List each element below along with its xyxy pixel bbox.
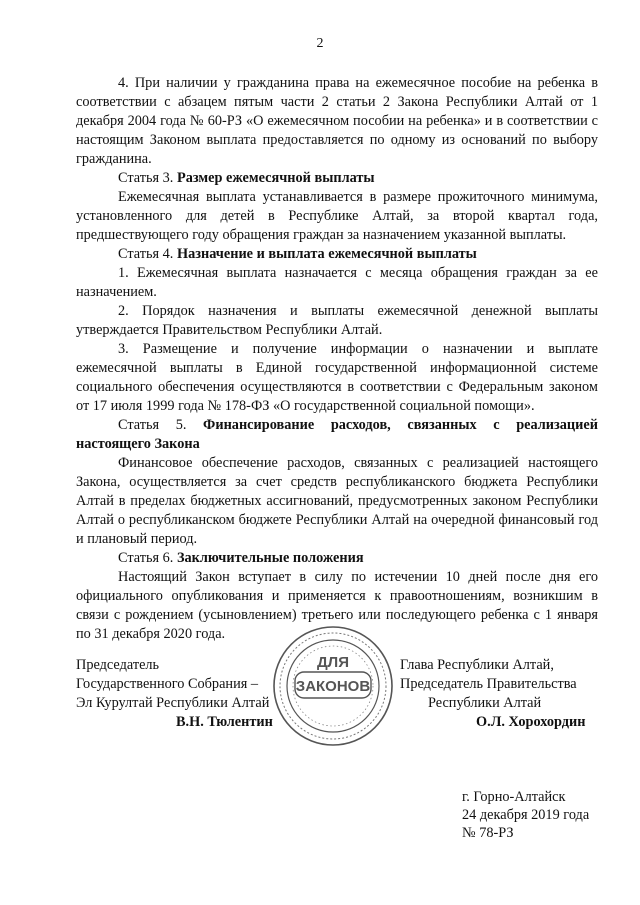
article-5-label: Статья 5. [118, 417, 204, 433]
footer-date: 24 декабря 2019 года [462, 807, 590, 823]
chairman-name: В.Н. Тюлентин [176, 714, 273, 730]
article-6-text: Настоящий Закон вступает в силу по истечении 10 дней после дня его официального опубликования и применяется к правоотношениям, возникшим в связи с рождением (усыновлением) третьего или последующего ребенка с 1 января по 31 декабря 2020 года. [76, 569, 598, 642]
head-name: О.Л. Хорохордин [476, 714, 586, 730]
footer-law-number: № 78-РЗ [462, 825, 514, 841]
article-3-text: Ежемесячная выплата устанавливается в размере прожиточного минимума, установленного для детей в Республике Алтай, за второй квартал года, предшествующего году обращения граждан за назначением указанной выплаты. [76, 189, 598, 243]
page-number: 2 [316, 36, 324, 51]
stamp-line-2: ЗАКОНОВ [295, 678, 371, 695]
head-title-line-2: Председатель Правительства [400, 676, 577, 692]
article-5-heading [76, 416, 598, 454]
chairman-title-line-3: Эл Курултай Республики Алтай [76, 695, 270, 711]
article-4-item-3: 3. Размещение и получение информации о назначении и выплате ежемесячной выплаты в Единой государственной информационной системе социального обеспечения осуществляются в соответствии с Федеральным законом от 17 июля 1999 года № 178-ФЗ «О государственной социальной помощи». [76, 341, 598, 414]
document-footer [462, 788, 589, 842]
footer-city: г. Горно-Алтайск [462, 789, 566, 805]
signature-block-chairman [76, 656, 316, 732]
article-4-title: Назначение и выплата ежемесячной выплаты [176, 246, 477, 262]
article-6-title: Заключительные положения [176, 550, 364, 566]
chairman-title-line-1: Председатель [76, 657, 160, 673]
article-3-label: Статья 3. [118, 170, 177, 186]
stamp-line-1: ДЛЯ [317, 654, 349, 671]
article-5-title: Финансирование расходов, связанных с реализацией настоящего Закона [76, 417, 598, 452]
head-title-line-1: Глава Республики Алтай, [400, 657, 554, 673]
article-4-heading [76, 245, 598, 264]
article-5-text: Финансовое обеспечение расходов, связанных с реализацией настоящего Закона, осуществляется за счет средств республиканского бюджета Республики Алтай в пределах бюджетных ассигнований, предусмотренных законом Республики Алтай о республиканском бюджете Республики Алтай на очередной финансовый год и плановый период. [76, 455, 598, 547]
document-body [76, 74, 598, 644]
head-title-line-3: Республики Алтай [428, 695, 542, 711]
paragraph-4: 4. При наличии у гражданина права на ежемесячное пособие на ребенка в соответствии с абзацем пятым части 2 статьи 2 Закона Республики Алтай от 1 декабря 2004 года № 60-РЗ «О ежемесячном пособии на ребенка» и в соответствии с настоящим Законом выплата предоставляется по одному из оснований по выбору гражданина. [76, 75, 598, 167]
article-4-item-1: 1. Ежемесячная выплата назначается с месяца обращения граждан за ее назначением. [76, 265, 598, 300]
article-3-heading [76, 169, 598, 188]
article-4-item-2: 2. Порядок назначения и выплаты ежемесячной денежной выплаты утверждается Правительством Республики Алтай. [76, 303, 598, 338]
article-3-title: Размер ежемесячной выплаты [176, 170, 375, 186]
article-6-label: Статья 6. [118, 550, 177, 566]
signature-block-head [400, 656, 600, 732]
chairman-title-line-2: Государственного Собрания – [76, 676, 259, 692]
article-6-heading [76, 549, 598, 568]
article-4-label: Статья 4. [118, 246, 177, 262]
